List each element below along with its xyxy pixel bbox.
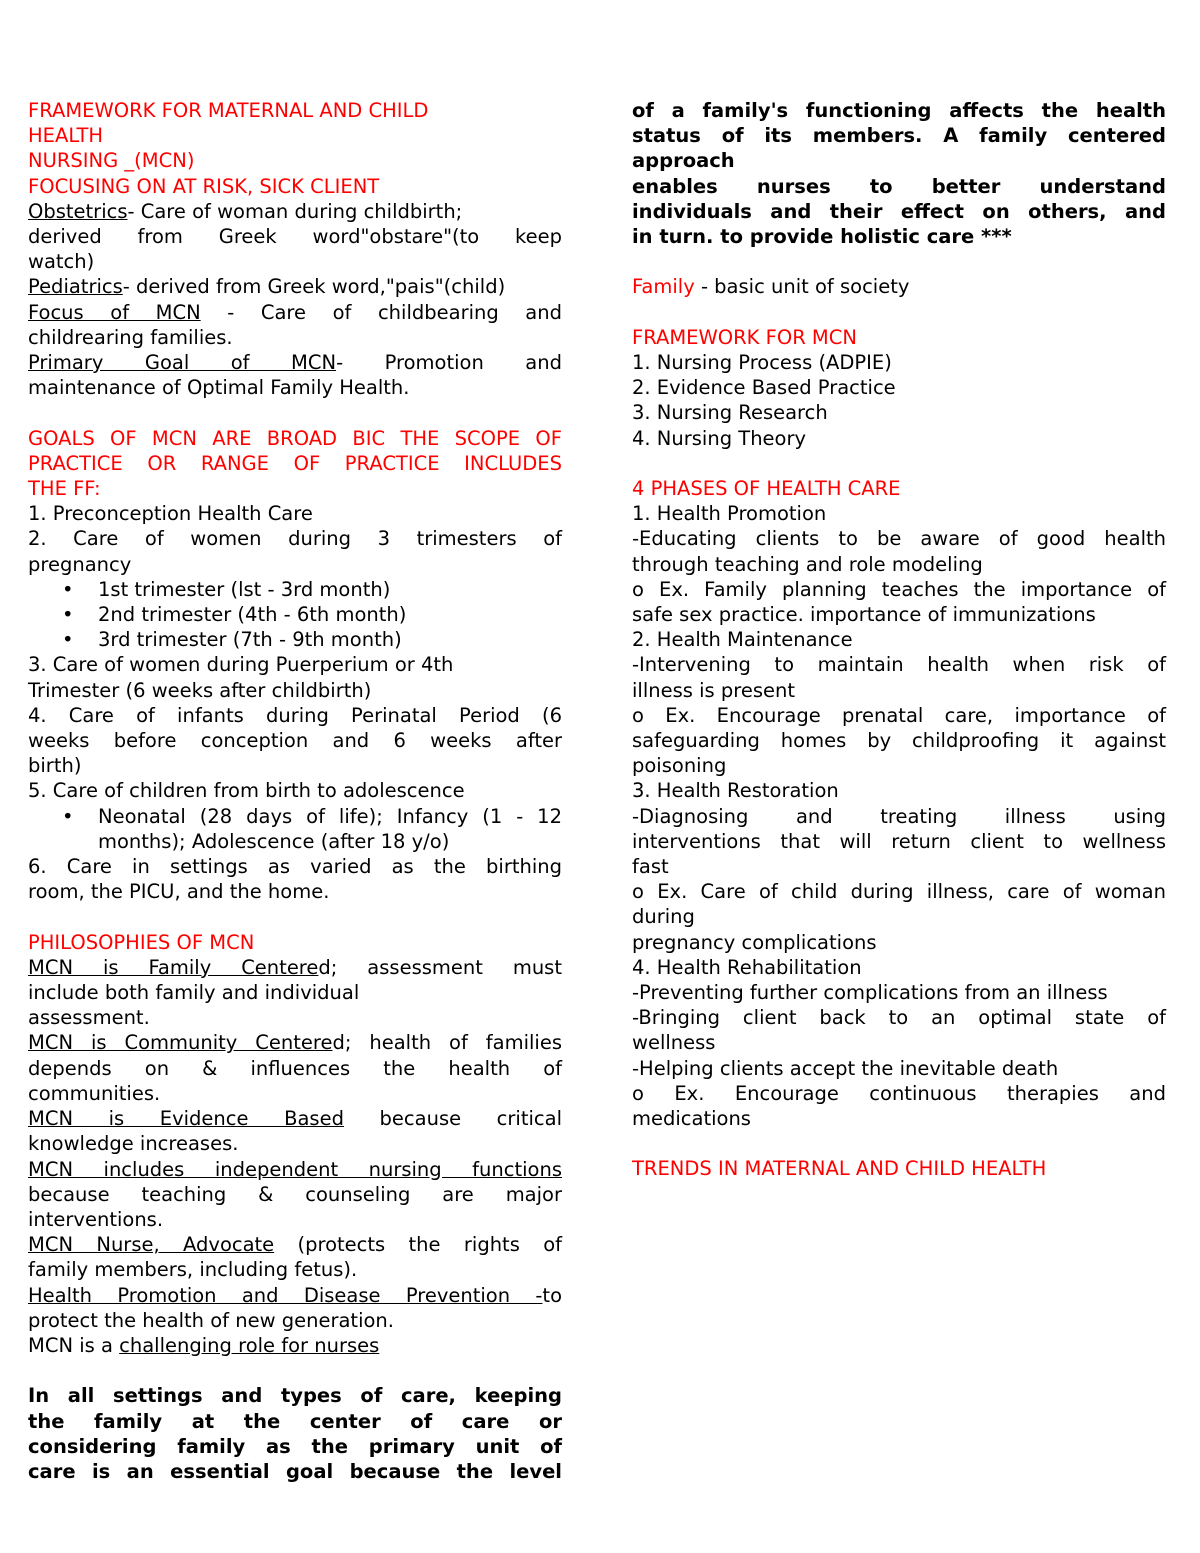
philosophy-item-cont: family members, including fetus). (28, 1258, 358, 1282)
goals-heading-line2: PRACTICE OR RANGE OF PRACTICE INCLUDES (28, 451, 562, 475)
philosophy-item: MCN Nurse, Advocate (protects the rights of (28, 1233, 562, 1257)
phase-line: interventions that will return client to wellness (632, 829, 1166, 853)
goal-item-cont: weeks before conception and 6 weeks after (28, 729, 562, 753)
bold-paragraph-line: of a family's functioning affects the health (632, 99, 1166, 122)
philosophy-item: MCN is Evidence Based because critical (28, 1107, 562, 1131)
phase-line: -Educating clients to be aware of good health (632, 527, 1166, 551)
framework-mcn-heading: FRAMEWORK FOR MCN (632, 325, 857, 349)
phase-title: 1. Health Promotion (632, 502, 827, 526)
family-term: Family (632, 275, 695, 299)
philosophy-item: MCN is Community Centered; health of families (28, 1031, 562, 1055)
focus-definition: Focus of MCN - Care of childbearing and (28, 300, 562, 324)
bullet-icon: • (62, 577, 74, 601)
bullet-item: • 2nd trimester (4th - 6th month) (62, 603, 407, 627)
philosophy-item-cont: interventions. (28, 1207, 164, 1231)
phase-line: o Ex. Encourage prenatal care, importance of (632, 703, 1166, 727)
phase-line: -Helping clients accept the inevitable death (632, 1056, 1059, 1080)
bold-paragraph-line: approach (632, 149, 735, 173)
goals-heading-line1: GOALS OF MCN ARE BROAD BIC THE SCOPE OF (28, 426, 562, 450)
goal-item-cont: room, the PICU, and the home. (28, 880, 330, 904)
bold-paragraph-line: care is an essential goal because the level (28, 1459, 562, 1483)
phase-line: illness is present (632, 678, 796, 702)
philosophy-item-cont: knowledge increases. (28, 1132, 239, 1156)
goal-item-cont: Trimester (6 weeks after childbirth) (28, 678, 372, 702)
philosophy-item-cont: include both family and individual (28, 981, 360, 1005)
phase-title: 4. Health Rehabilitation (632, 955, 862, 979)
heading-framework-line3: NURSING _(MCN) (28, 149, 195, 173)
bold-paragraph-line: individuals and their effect on others, and (632, 199, 1166, 223)
heading-framework-line2: HEALTH (28, 124, 104, 148)
phase-title: 3. Health Restoration (632, 779, 839, 803)
heading-framework-line1: FRAMEWORK FOR MATERNAL AND CHILD (28, 99, 429, 122)
goal-item: 4. Care of infants during Perinatal Period (6 (28, 703, 562, 727)
philosophy-item: Health Promotion and Disease Prevention -to (28, 1283, 562, 1307)
phase-line: safeguarding homes by childproofing it against (632, 729, 1166, 753)
phase-line: wellness (632, 1031, 716, 1055)
goal-item: 3. Care of women during Puerperium or 4th (28, 653, 454, 677)
phase-line: -Intervening to maintain health when risk of (632, 653, 1166, 677)
philosophy-item: MCN is Family Centered; assessment must (28, 955, 562, 979)
left-column (28, 98, 562, 1484)
obstetrics-line2: derived from Greek word"obstare"(to keep (28, 225, 562, 249)
obstetrics-definition: Obstetrics- Care of woman during childbirth; (28, 199, 463, 223)
phase-line: medications (632, 1107, 751, 1131)
focus-line2: childrearing families. (28, 325, 233, 349)
phase-line: through teaching and role modeling (632, 552, 983, 576)
bold-paragraph-line: considering family as the primary unit of (28, 1434, 562, 1458)
bullet-item-cont: months); Adolescence (after 18 y/o) (98, 829, 450, 853)
bold-paragraph-line: enables nurses to better understand (632, 174, 1166, 198)
bold-paragraph-line: the family at the center of care or (28, 1409, 562, 1433)
philosophy-item: MCN is a challenging role for nurses (28, 1333, 380, 1357)
right-column (632, 98, 1166, 1182)
phase-line: safe sex practice. importance of immunizations (632, 603, 1096, 627)
focus-term: Focus of MCN (28, 300, 201, 324)
philosophies-heading: PHILOSOPHIES OF MCN (28, 930, 255, 954)
phase-line: o Ex. Encourage continuous therapies and (632, 1081, 1166, 1105)
bold-paragraph-line: In all settings and types of care, keeping (28, 1384, 562, 1408)
bold-paragraph-line: status of its members. A family centered (632, 124, 1166, 148)
phase-line: -Bringing client back to an optimal state of (632, 1006, 1166, 1030)
goal-item-cont: pregnancy (28, 552, 132, 576)
bullet-item: • 3rd trimester (7th - 9th month) (62, 628, 402, 652)
philosophy-item-cont: depends on & influences the health of (28, 1056, 562, 1080)
goal-item-cont: birth) (28, 754, 82, 778)
philosophy-item-cont: assessment. (28, 1006, 150, 1030)
family-definition: Family - basic unit of society (632, 275, 910, 299)
philosophy-item-cont: communities. (28, 1081, 161, 1105)
phase-line: poisoning (632, 754, 727, 778)
philosophy-item-cont: because teaching & counseling are major (28, 1182, 562, 1206)
framework-item: 4. Nursing Theory (632, 426, 807, 450)
primary-goal-line2: maintenance of Optimal Family Health. (28, 376, 410, 400)
philosophy-item-cont: protect the health of new generation. (28, 1308, 394, 1332)
phase-line: fast (632, 855, 669, 879)
obstetrics-term: Obstetrics (28, 199, 128, 223)
bold-paragraph-line: in turn. to provide holistic care *** (632, 225, 1012, 249)
framework-item: 2. Evidence Based Practice (632, 376, 896, 400)
bullet-icon: • (62, 804, 74, 828)
goal-item: 5. Care of children from birth to adolescence (28, 779, 465, 803)
philosophy-item: MCN includes independent nursing functions (28, 1157, 562, 1181)
heading-focusing: FOCUSING ON AT RISK, SICK CLIENT (28, 174, 380, 198)
primary-goal-definition: Primary Goal of MCN- Promotion and (28, 351, 562, 375)
goals-heading-line3: THE FF: (28, 477, 101, 501)
phases-heading: 4 PHASES OF HEALTH CARE (632, 477, 901, 500)
phase-line: o Ex. Care of child during illness, care of woman (632, 880, 1166, 904)
phase-line: -Diagnosing and treating illness using (632, 804, 1166, 828)
phase-title: 2. Health Maintenance (632, 628, 853, 652)
pediatrics-term: Pediatrics (28, 275, 123, 299)
framework-item: 3. Nursing Research (632, 401, 828, 425)
pediatrics-definition: Pediatrics- derived from Greek word,"pais"(child) (28, 275, 506, 299)
primary-goal-term: Primary Goal of MCN (28, 351, 337, 375)
phase-line: pregnancy complications (632, 930, 877, 954)
framework-item: 1. Nursing Process (ADPIE) (632, 351, 892, 374)
phase-line: o Ex. Family planning teaches the importance of (632, 577, 1166, 601)
goal-item: 1. Preconception Health Care (28, 502, 313, 526)
obstetrics-line3: watch) (28, 250, 95, 274)
bullet-icon: • (62, 628, 74, 652)
bullet-item: • Neonatal (28 days of life); Infancy (1 - 12 (62, 804, 562, 828)
phase-line: -Preventing further complications from an illness (632, 981, 1108, 1005)
goal-item: 6. Care in settings as varied as the birthing (28, 855, 562, 879)
goal-item: 2. Care of women during 3 trimesters of (28, 527, 562, 551)
bullet-icon: • (62, 603, 74, 627)
trends-heading: TRENDS IN MATERNAL AND CHILD HEALTH (632, 1157, 1047, 1181)
phase-line: during (632, 905, 695, 929)
bullet-item: • 1st trimester (lst - 3rd month) (62, 577, 391, 601)
